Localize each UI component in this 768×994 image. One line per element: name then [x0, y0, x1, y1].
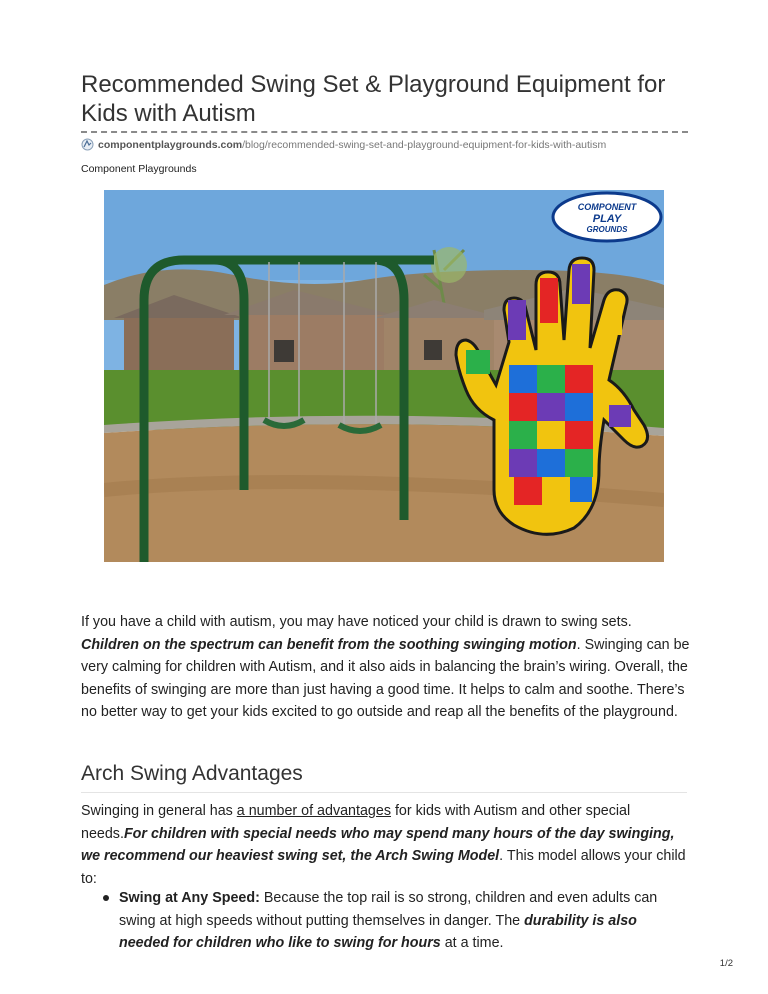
- section-divider: [81, 792, 687, 793]
- svg-text:GROUNDS: GROUNDS: [586, 225, 628, 234]
- section-heading: Arch Swing Advantages: [81, 762, 303, 785]
- title-divider: [81, 131, 688, 133]
- advantages-list: [101, 887, 681, 955]
- intro-paragraph: If you have a child with autism, you may have noticed your child is drawn to swing sets. Children on the spectrum can benefit from the soothing swinging motion. Swinging can be very calming for children with Autism, and it also aids in balancing the brain’s wiring. Overall, the benefits of swinging are more than just having a good time. It helps to calm and soothe. There’s no better way to get your kids excited to go outside and reap all the benefits of the playground.: [81, 614, 690, 720]
- page-number: 1/2: [719, 958, 733, 969]
- hero-image: [104, 190, 664, 562]
- section-emphasis: For children with special needs who may spend many hours of the day swinging, we recommend our heaviest swing set, the Arch Swing Model: [81, 825, 675, 864]
- website-favicon-icon: [81, 138, 94, 151]
- section-paragraph: Swinging in general has a number of advantages for kids with Autism and other special needs.For children with special needs who may spend many hours of the day swinging, we recommend our heaviest swing set, the Arch Swing Model. This model allows your child to:: [81, 803, 686, 887]
- svg-text:PLAY: PLAY: [592, 213, 622, 225]
- page-title: Recommended Swing Set & Playground Equipment for Kids with Autism: [81, 71, 666, 127]
- component-playgrounds-logo: [553, 193, 661, 241]
- list-item: Swing at Any Speed: Because the top rail is so strong, children and even adults can swing at high speeds without putting themselves in danger. The durability is also needed for children who like to swing for hours at a time.: [101, 887, 681, 955]
- source-path[interactable]: /blog/recommended-swing-set-and-playground-equipment-for-kids-with-autism: [242, 139, 607, 151]
- advantages-link[interactable]: a number of advantages: [236, 803, 391, 819]
- svg-text:COMPONENT: COMPONENT: [577, 202, 637, 212]
- source-line: [81, 138, 606, 152]
- author-name: Component Playgrounds: [81, 163, 197, 175]
- source-domain[interactable]: componentplaygrounds.com: [98, 139, 243, 151]
- intro-emphasis: Children on the spectrum can benefit from the soothing swinging motion: [81, 636, 577, 653]
- bullet-icon: [103, 895, 109, 901]
